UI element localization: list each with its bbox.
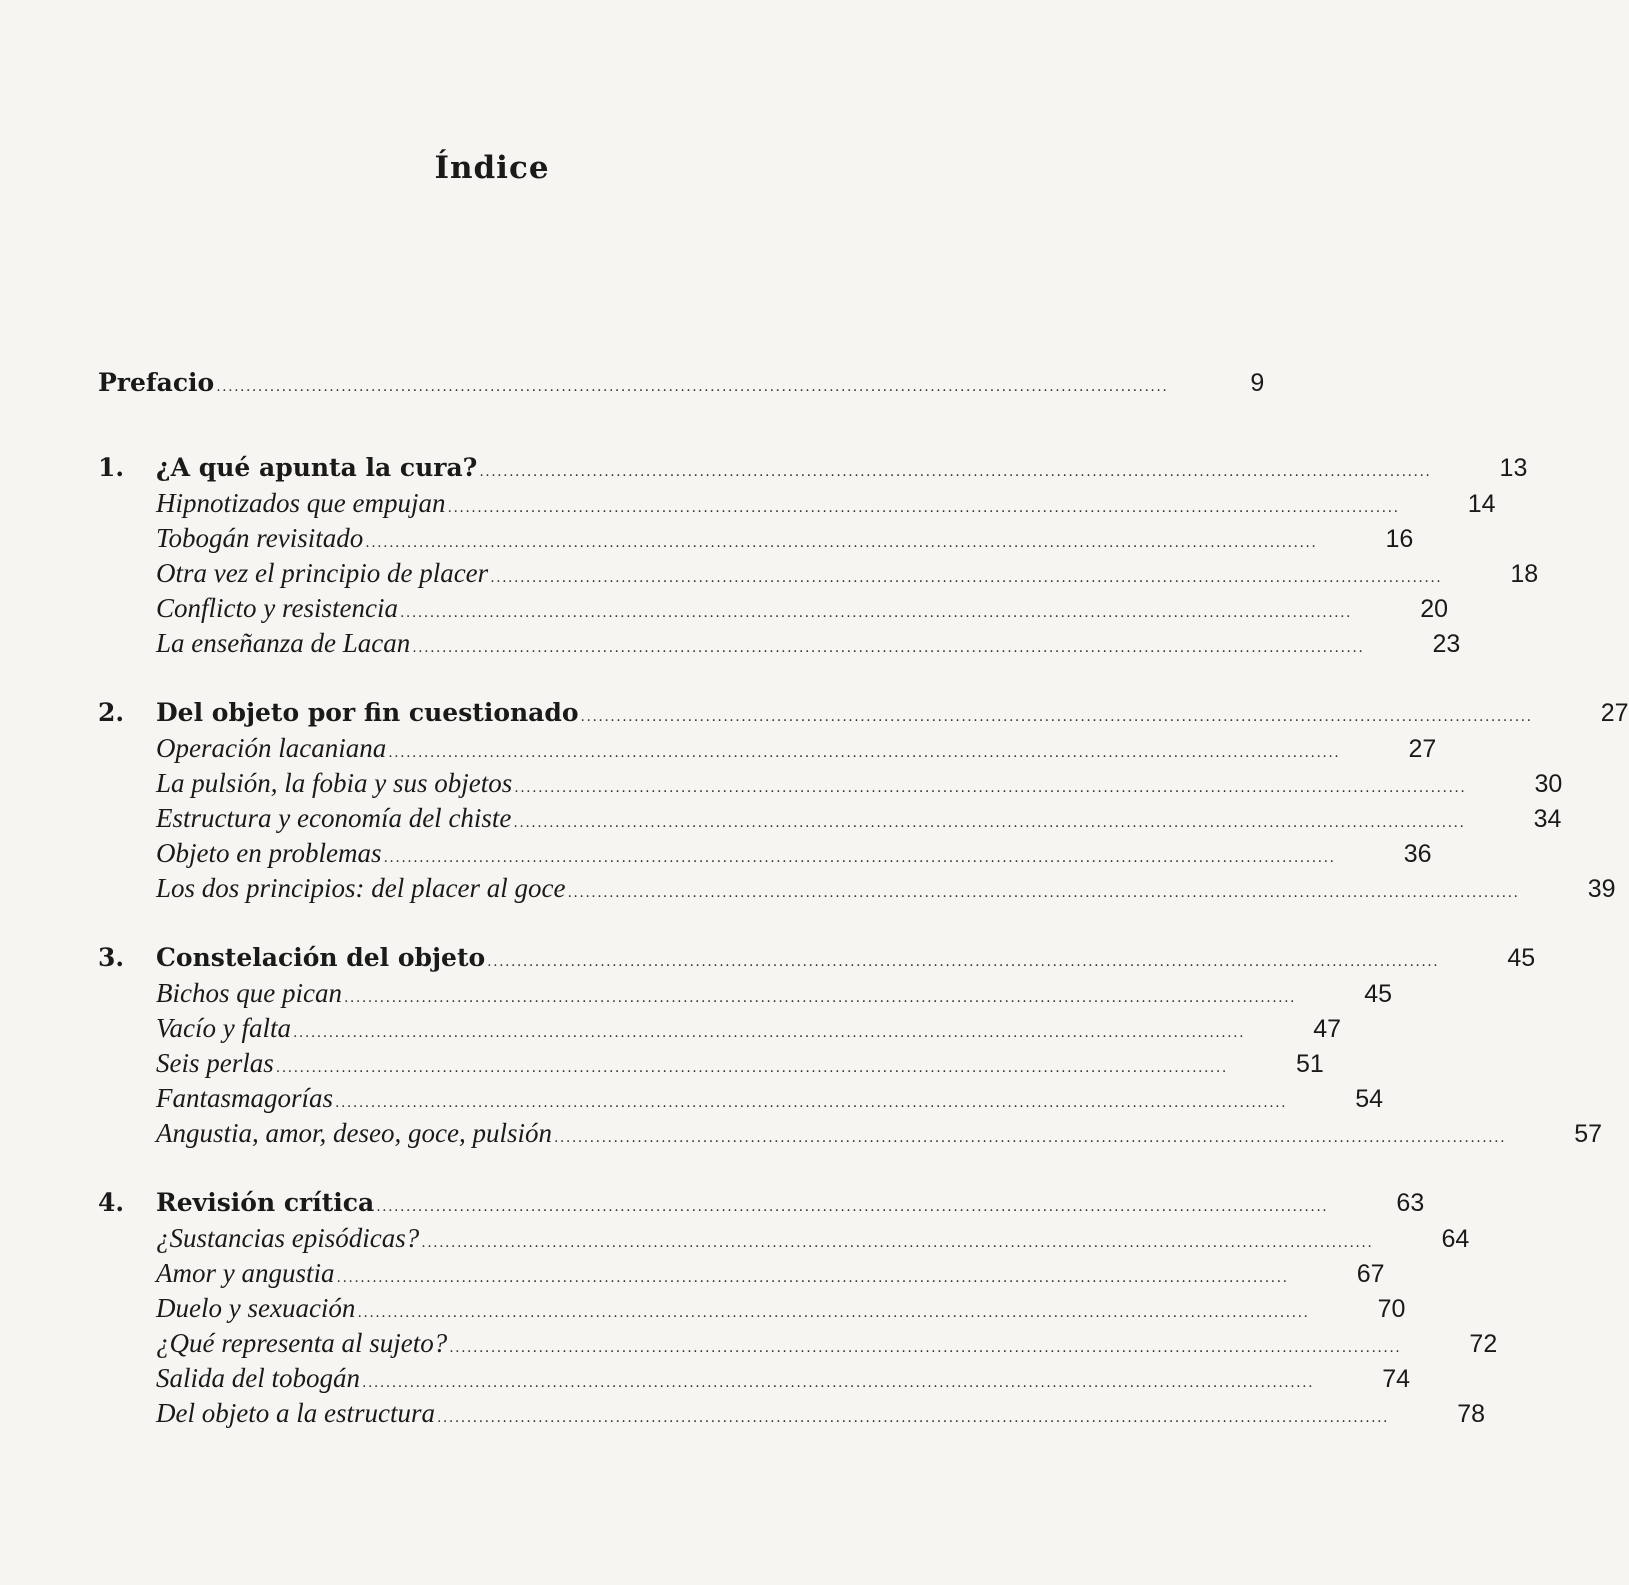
section-title: Hipnotizados que empujan: [156, 488, 446, 518]
section-title: Vacío y falta: [156, 1013, 291, 1043]
toc-entry-page: 9: [1250, 369, 1265, 397]
toc-chapter-2[interactable]: [98, 698, 1629, 733]
section-title: Del objeto a la estructura: [156, 1398, 435, 1428]
dot-leader: ................................................................................................................................................................: [447, 500, 1400, 516]
toc-chapter-1[interactable]: [98, 453, 1528, 488]
dot-leader: ................................................................................................................................................................: [399, 605, 1352, 621]
dot-leader: ................................................................................................................................................................: [376, 1199, 1329, 1215]
toc-section[interactable]: [98, 873, 1616, 908]
dot-leader: ................................................................................................................................................................: [479, 464, 1432, 480]
toc-section[interactable]: [98, 978, 1392, 1013]
section-title: La pulsión, la fobia y sus objetos: [156, 768, 513, 798]
section-title: Seis perlas: [156, 1048, 274, 1078]
dot-leader: ................................................................................................................................................................: [412, 640, 1365, 656]
toc-section[interactable]: [98, 733, 1437, 768]
toc-section[interactable]: [98, 628, 1461, 663]
chapter-page: 13: [1499, 454, 1528, 482]
section-title: Duelo y sexuación: [156, 1293, 356, 1323]
dot-leader: ................................................................................................................................................................: [388, 745, 1341, 761]
section-title: ¿Sustancias episódicas?: [156, 1223, 420, 1253]
section-page: 64: [1441, 1225, 1470, 1253]
toc-section[interactable]: [98, 838, 1432, 873]
dot-leader: ................................................................................................................................................................: [216, 379, 1169, 395]
section-title: Estructura y economía del chiste: [156, 803, 512, 833]
section-page: 39: [1587, 875, 1616, 903]
dot-leader: ................................................................................................................................................................: [362, 1375, 1315, 1391]
toc-section[interactable]: [98, 1328, 1498, 1363]
section-title: Angustia, amor, deseo, goce, pulsión: [156, 1118, 552, 1148]
section-title: Tobogán revisitado: [156, 523, 364, 553]
section-page: 54: [1355, 1085, 1384, 1113]
toc-chapter-4[interactable]: [98, 1188, 1425, 1223]
dot-leader: ................................................................................................................................................................: [514, 780, 1467, 796]
page-title: Índice: [434, 150, 550, 186]
section-page: 78: [1457, 1400, 1485, 1428]
toc-section[interactable]: [98, 1398, 1485, 1433]
section-page: 51: [1295, 1050, 1324, 1078]
dot-leader: ................................................................................................................................................................: [292, 1025, 1246, 1041]
toc-section[interactable]: [98, 1118, 1603, 1153]
section-page: 14: [1467, 490, 1496, 518]
toc-section[interactable]: [98, 523, 1414, 558]
dot-leader: ................................................................................................................................................................: [449, 1340, 1402, 1356]
dot-leader: ................................................................................................................................................................: [336, 1270, 1289, 1286]
dot-leader: ................................................................................................................................................................: [383, 850, 1336, 866]
section-title: Operación lacaniana: [156, 733, 387, 763]
chapter-number: 4.: [98, 1188, 125, 1217]
section-page: 20: [1420, 595, 1448, 623]
dot-leader: ................................................................................................................................................................: [567, 885, 1520, 901]
toc-section[interactable]: [98, 1363, 1411, 1398]
section-page: 74: [1382, 1365, 1411, 1393]
toc-section[interactable]: [98, 593, 1448, 628]
toc-section[interactable]: [98, 1293, 1406, 1328]
section-page: 57: [1574, 1120, 1603, 1148]
section-page: 34: [1533, 805, 1562, 833]
toc-chapter-3[interactable]: [98, 943, 1536, 978]
chapter-title: Del objeto por fin cuestionado: [156, 698, 579, 727]
section-title: Objeto en problemas: [156, 838, 382, 868]
chapter-title: Constelación del objeto: [156, 943, 486, 972]
dot-leader: ................................................................................................................................................................: [490, 570, 1443, 586]
section-title: Los dos principios: del placer al goce: [156, 873, 566, 903]
section-page: 30: [1534, 770, 1563, 798]
section-title: Fantasmagorías: [156, 1083, 334, 1113]
chapter-number: 2.: [98, 698, 125, 727]
toc-section[interactable]: [98, 1013, 1342, 1048]
section-page: 67: [1356, 1260, 1385, 1288]
section-page: 36: [1403, 840, 1432, 868]
dot-leader: ................................................................................................................................................................: [357, 1305, 1310, 1321]
chapter-title: ¿A qué apunta la cura?: [156, 453, 478, 482]
toc-section[interactable]: [98, 1083, 1384, 1118]
section-page: 16: [1385, 525, 1414, 553]
section-page: 45: [1364, 980, 1392, 1008]
dot-leader: ................................................................................................................................................................: [365, 535, 1318, 551]
toc-section[interactable]: [98, 558, 1539, 593]
section-title: ¿Qué representa al sujeto?: [156, 1328, 448, 1358]
section-title: Conflicto y resistencia: [156, 593, 398, 623]
toc-section[interactable]: [98, 1048, 1324, 1083]
chapter-number: 3.: [98, 943, 125, 972]
section-page: 70: [1377, 1295, 1406, 1323]
section-title: Otra vez el principio de placer: [156, 558, 489, 588]
toc-entry-label: Prefacio: [98, 368, 215, 397]
dot-leader: ................................................................................................................................................................: [580, 709, 1533, 725]
chapter-page: 27: [1600, 699, 1629, 727]
section-page: 47: [1313, 1015, 1342, 1043]
dot-leader: ................................................................................................................................................................: [275, 1060, 1228, 1076]
chapter-page: 63: [1396, 1189, 1425, 1217]
dot-leader: ................................................................................................................................................................: [421, 1235, 1374, 1251]
toc-section[interactable]: [98, 768, 1563, 803]
section-page: 72: [1469, 1330, 1498, 1358]
toc-section[interactable]: [98, 488, 1496, 523]
chapter-number: 1.: [98, 453, 125, 482]
dot-leader: ................................................................................................................................................................: [335, 1095, 1288, 1111]
toc-section[interactable]: [98, 803, 1562, 838]
dot-leader: ................................................................................................................................................................: [487, 954, 1440, 970]
dot-leader: ................................................................................................................................................................: [513, 815, 1466, 831]
section-page: 27: [1408, 735, 1437, 763]
section-page: 18: [1510, 560, 1539, 588]
dot-leader: ................................................................................................................................................................: [553, 1130, 1507, 1146]
section-page: 23: [1432, 630, 1461, 658]
toc-entry-preface[interactable]: [98, 368, 1265, 403]
toc-section[interactable]: [98, 1223, 1470, 1258]
dot-leader: ................................................................................................................................................................: [343, 990, 1296, 1006]
section-title: Salida del tobogán: [156, 1363, 360, 1393]
chapter-page: 45: [1507, 944, 1536, 972]
chapter-title: Revisión crítica: [156, 1188, 375, 1217]
section-title: Bichos que pican: [156, 978, 342, 1008]
toc-section[interactable]: [98, 1258, 1385, 1293]
section-title: La enseñanza de Lacan: [156, 628, 411, 658]
section-title: Amor y angustia: [156, 1258, 335, 1288]
dot-leader: ................................................................................................................................................................: [436, 1410, 1389, 1426]
table-of-contents: [98, 368, 1629, 1433]
